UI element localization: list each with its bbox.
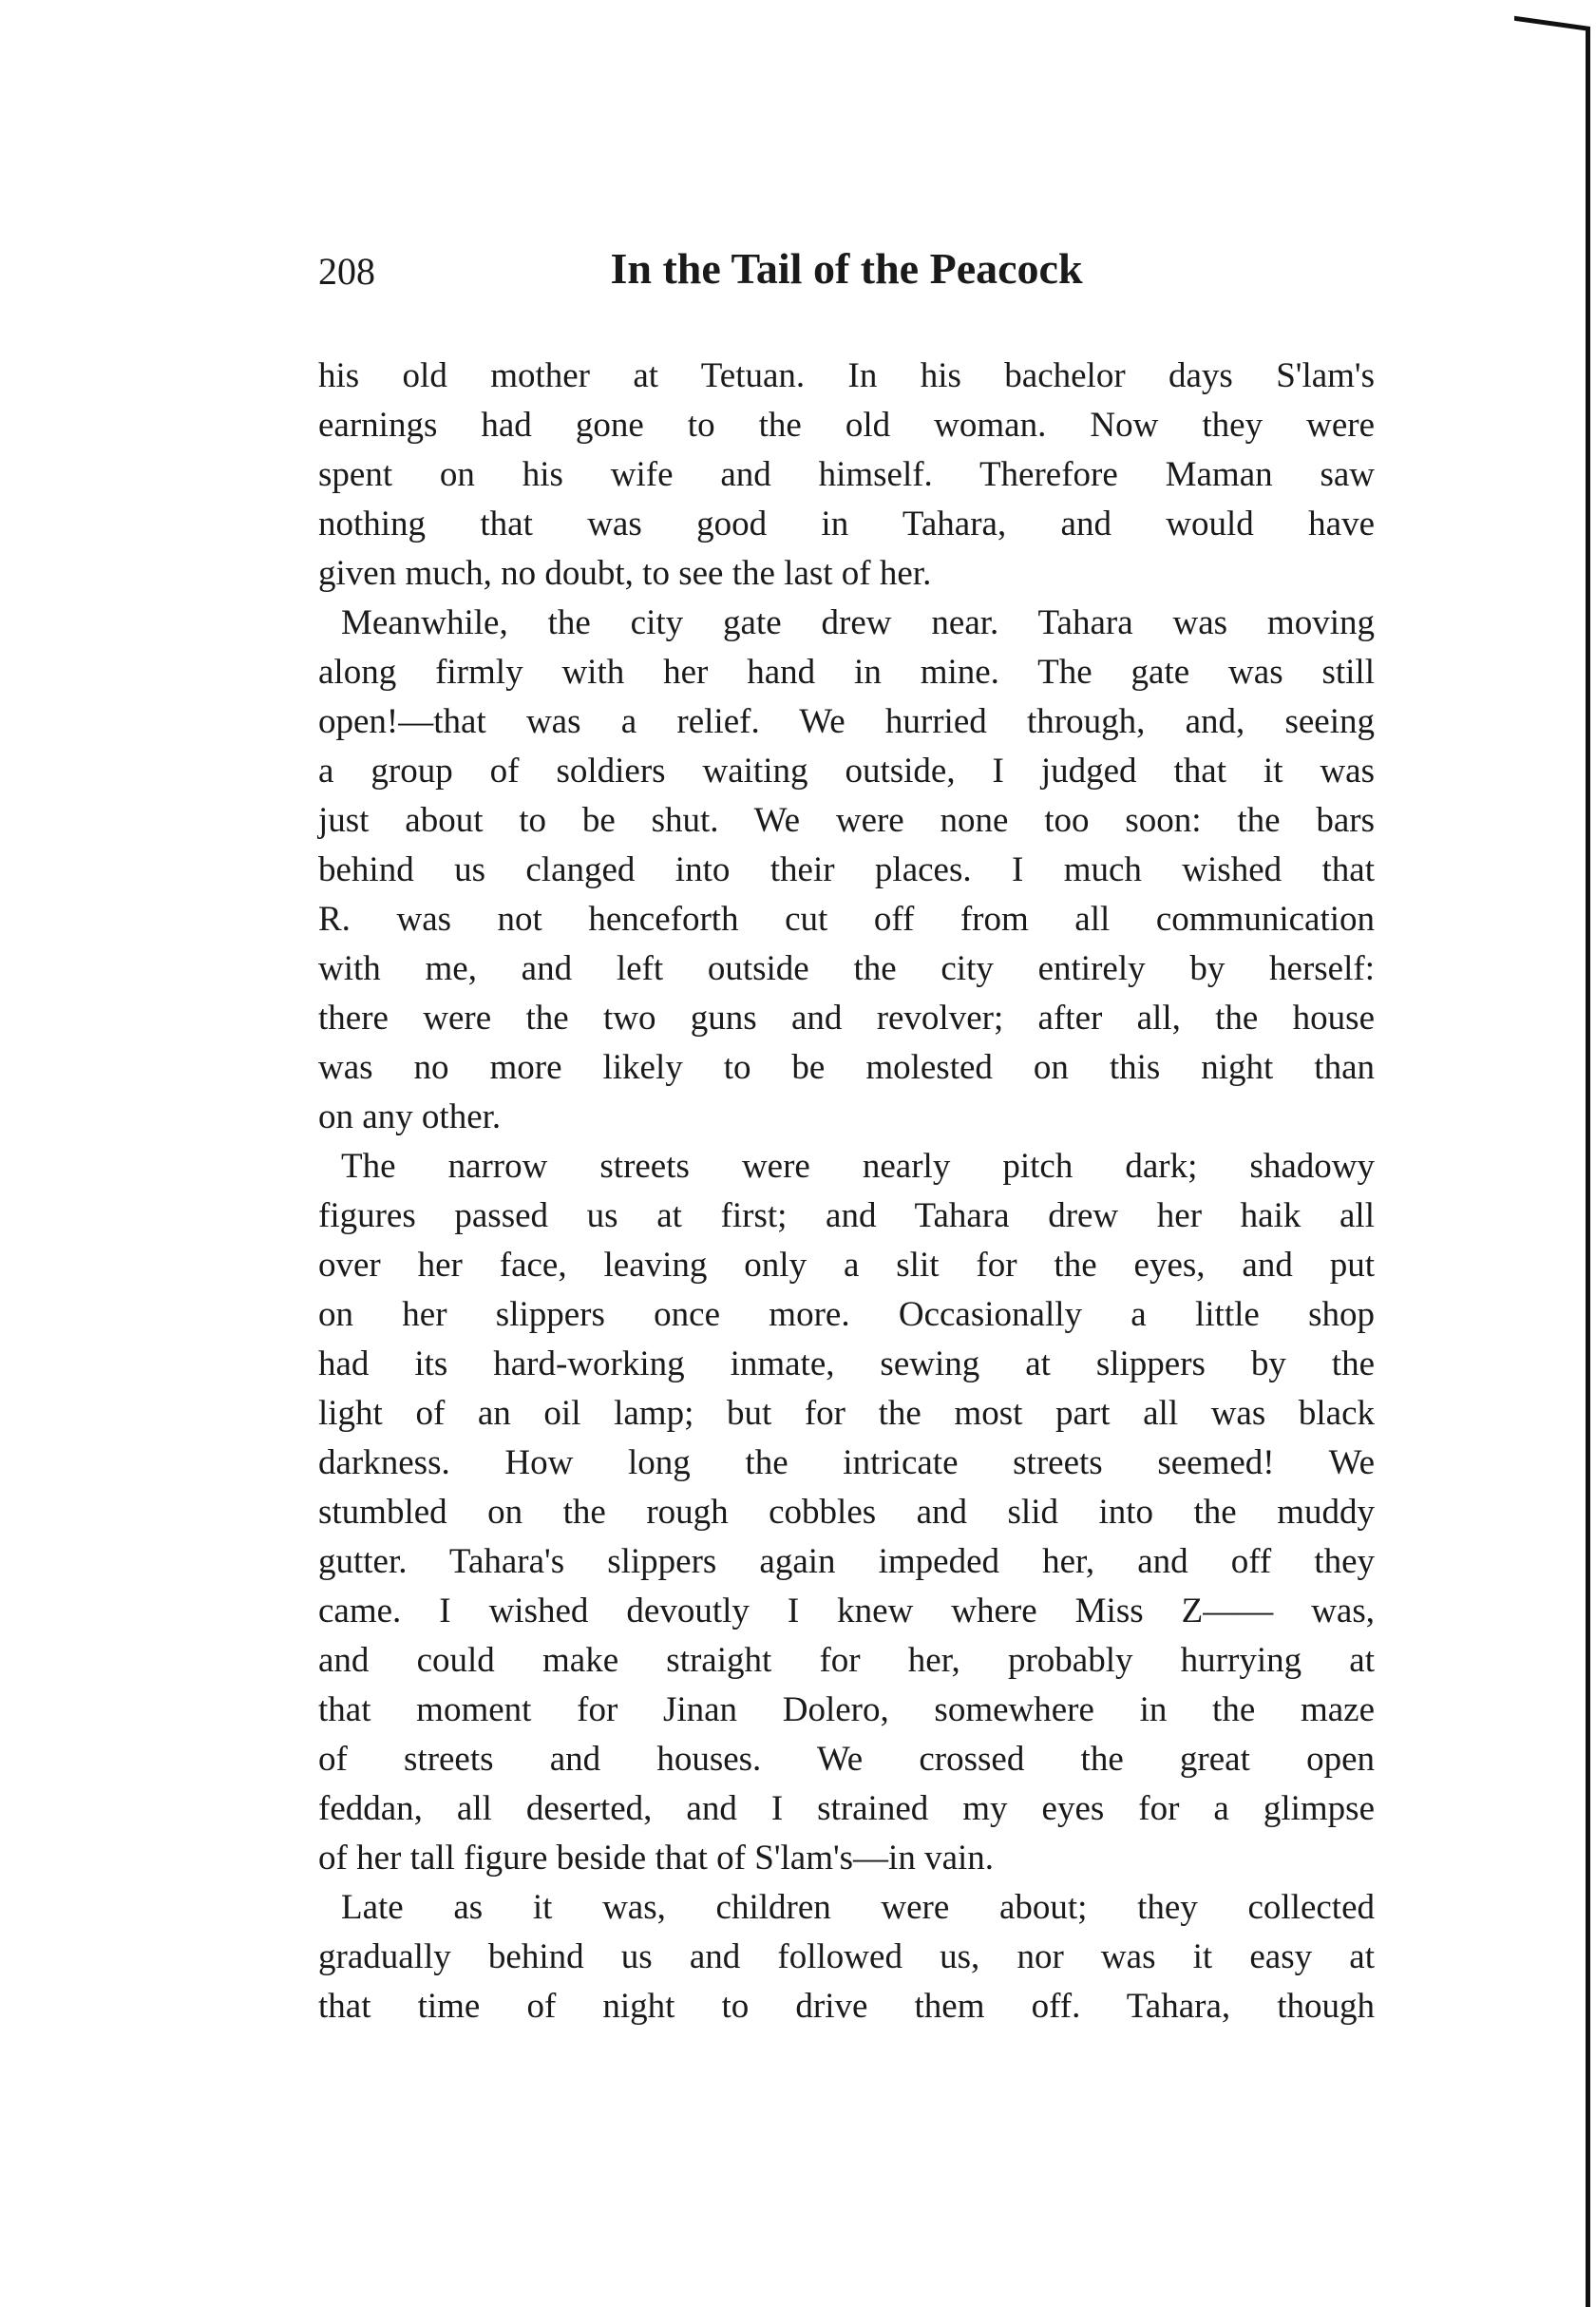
text-line: behind us clanged into their places. I much wished that xyxy=(318,850,1375,889)
text-line: R. was not henceforth cut off from all communication xyxy=(318,900,1375,939)
page-edge-corner xyxy=(1514,16,1590,31)
text-line: with me, and left outside the city entirely by herself: xyxy=(318,949,1375,988)
text-line: his old mother at Tetuan. In his bachelor days S'lam's xyxy=(318,356,1375,395)
text-line: nothing that was good in Tahara, and would have xyxy=(318,505,1375,543)
text-line: feddan, all deserted, and I strained my eyes for a glimpse xyxy=(318,1789,1375,1828)
text-line: open!—that was a relief. We hurried through, and, seeing xyxy=(318,702,1375,741)
text-line: there were the two guns and revolver; after all, the house xyxy=(318,999,1375,1038)
text-line: darkness. How long the intricate streets seemed! We xyxy=(318,1443,1375,1482)
text-line: over her face, leaving only a slit for the eyes, and put xyxy=(318,1246,1375,1285)
text-line: along firmly with her hand in mine. The gate was still xyxy=(318,653,1375,692)
text-line: of her tall figure beside that of S'lam's—in vain. xyxy=(318,1839,995,1878)
text-line: that moment for Jinan Dolero, somewhere in the maze xyxy=(318,1690,1375,1729)
text-line: stumbled on the rough cobbles and slid into the muddy xyxy=(318,1493,1375,1532)
text-line: had its hard-working inmate, sewing at slippers by the xyxy=(318,1344,1375,1383)
text-line: of streets and houses. We crossed the great open xyxy=(318,1740,1375,1779)
text-line: just about to be shut. We were none too soon: the bars xyxy=(318,801,1375,840)
text-line: on her slippers once more. Occasionally a little shop xyxy=(318,1295,1375,1334)
text-line: earnings had gone to the old woman. Now they were xyxy=(318,406,1375,445)
text-line: gutter. Tahara's slippers again impeded her, and off they xyxy=(318,1542,1375,1581)
text-line: figures passed us at first; and Tahara drew her haik all xyxy=(318,1196,1375,1235)
text-line: a group of soldiers waiting outside, I judged that it was xyxy=(318,752,1375,791)
body-text xyxy=(318,352,1375,2031)
text-line: Meanwhile, the city gate drew near. Tahara was moving xyxy=(341,603,1375,642)
text-line: was no more likely to be molested on this night than xyxy=(318,1048,1375,1087)
running-title: In the Tail of the Peacock xyxy=(610,244,1083,293)
page-number: 208 xyxy=(318,250,375,293)
page-edge-border xyxy=(1586,27,1590,2307)
text-line: that time of night to drive them off. Tahara, though xyxy=(318,1987,1375,2026)
text-line: light of an oil lamp; but for the most part all was black xyxy=(318,1394,1375,1433)
text-line: gradually behind us and followed us, nor was it easy at xyxy=(318,1937,1375,1976)
text-line: on any other. xyxy=(318,1097,502,1136)
text-line: Late as it was, children were about; they collected xyxy=(341,1888,1375,1927)
text-line: given much, no doubt, to see the last of her. xyxy=(318,554,932,593)
text-line: and could make straight for her, probably hurrying at xyxy=(318,1641,1375,1680)
text-line: came. I wished devoutly I knew where Miss Z—— was, xyxy=(318,1592,1375,1630)
text-line: The narrow streets were nearly pitch dark; shadowy xyxy=(341,1147,1375,1186)
text-line: spent on his wife and himself. Therefore Maman saw xyxy=(318,455,1375,494)
